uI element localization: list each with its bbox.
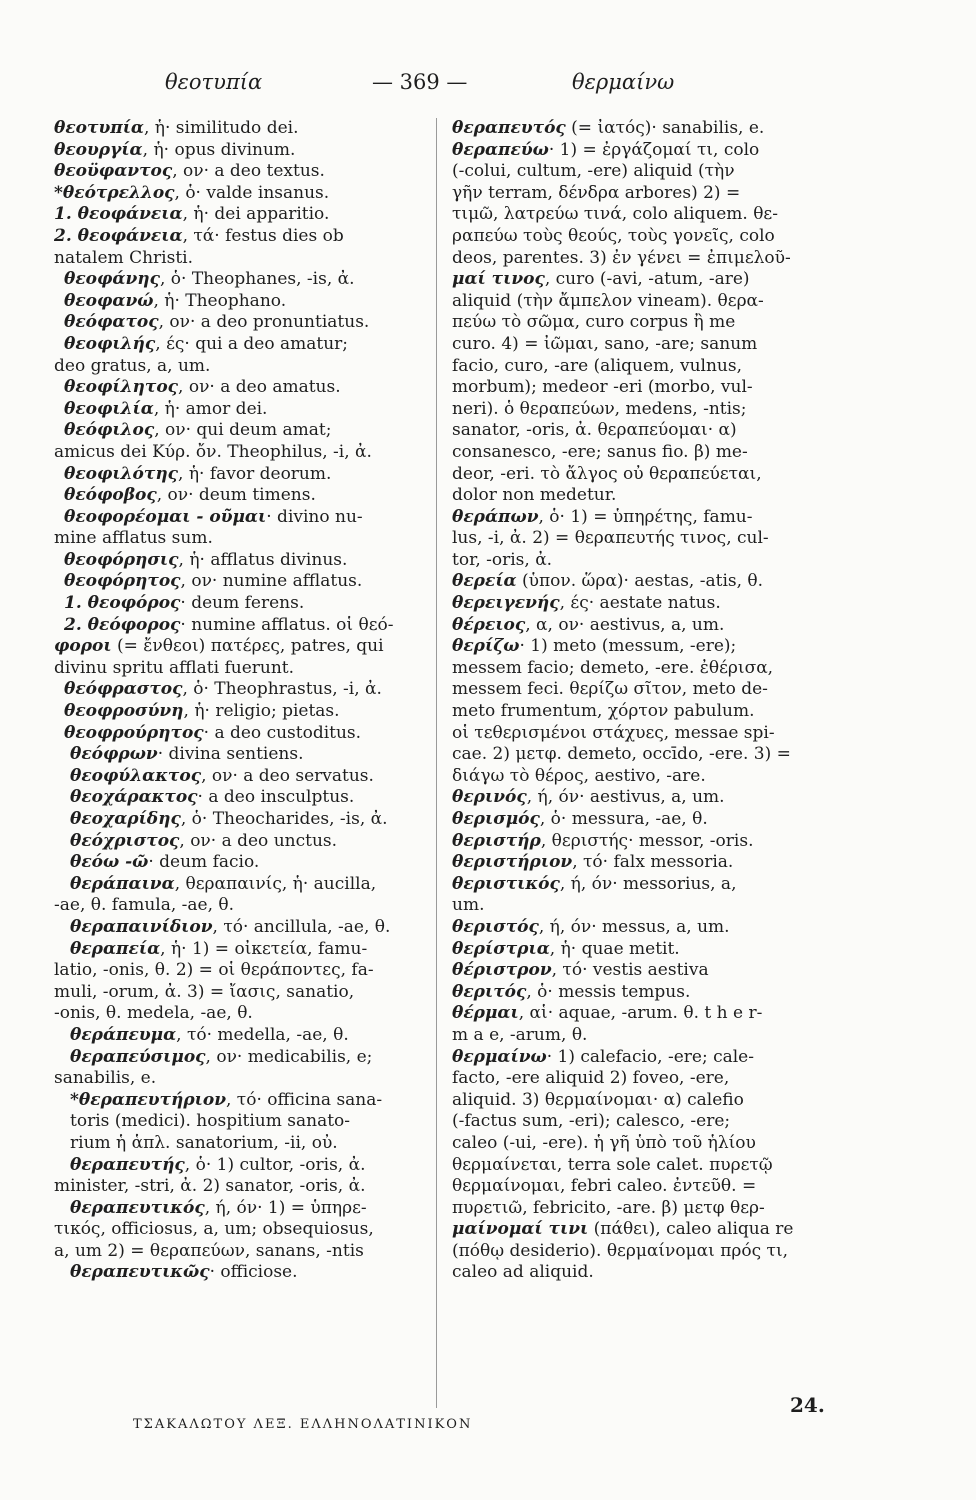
entry-line: θερμαίνω· 1) calefacio, -ere; cale- [452, 1046, 754, 1067]
entry-line: consanesco, -ere; sanus fio. β) me- [452, 441, 748, 462]
entry-line: γῆν terram, δένδρα arbores) 2) = [452, 182, 741, 203]
headword: θεοϋφαντος [54, 161, 173, 182]
entry-line: -ae, θ. famula, -ae, θ. [54, 895, 235, 916]
entry-line: divinu spritu afflati fuerunt. [54, 657, 295, 678]
entry-line: τικός, officiosus, a, um; obsequiosus, [54, 1219, 374, 1240]
sheet-number: 24. [790, 1393, 825, 1417]
entry-line: morbum); medeor -eri (morbo, vul- [452, 377, 753, 398]
headword: θερισμός [452, 809, 540, 829]
entry-line: deos, parentes. 3) ἐν γένει = ἐπιμελοῦ- [452, 247, 791, 268]
entry-line: θεουργία, ἡ· opus divinum. [54, 139, 296, 160]
headword: θέριστρον [452, 960, 552, 981]
headword: θεραπεύσιμος [70, 1046, 206, 1067]
entry-line: θερειγενής, ές· aestate natus. [452, 593, 721, 614]
entry-line: θεραπευτός (= ἰατός)· sanabilis, e. [452, 118, 765, 138]
entry-line: facto, -ere aliquid 2) foveo, -ere, [452, 1068, 730, 1089]
entry-line: θέρειος, α, ον· aestivus, a, um. [452, 614, 725, 635]
entry-line: θερεία (ὑπον. ὥρα)· aestas, -atis, θ. [452, 571, 764, 592]
entry-line: natalem Christi. [54, 247, 193, 268]
headword: θεριστικός [452, 873, 560, 894]
headword: θερινός [452, 787, 527, 808]
left-column [54, 118, 429, 1284]
entry-line: μαί τινος, curo (-avi, -atum, -are) [452, 269, 750, 290]
entry-line: θεοφανώ, ἡ· Theophano. [64, 290, 287, 311]
entry-line: θεοφόρητος, ον· numine afflatus. [64, 571, 363, 592]
headword: θεραπεία [70, 938, 161, 959]
entry-line: τιμῶ, λατρεύω τινά, colo aliquem. θε- [452, 204, 778, 225]
entry-line: θεράπαινα, θεραπαινίς, ἡ· aucilla, [70, 873, 377, 894]
headword: θεοφίλητος [64, 377, 179, 398]
entry-line: θεραπεύω· 1) = ἐργάζομαί τι, colo [452, 139, 760, 160]
entry-line: φοροι (= ἔνθεοι) πατέρες, patres, qui [54, 636, 384, 657]
entry-line: tor, -oris, ἀ. [452, 549, 553, 570]
entry-line: caleo (-ui, -ere). ἡ γῆ ὑπὸ τοῦ ἡλίου [452, 1132, 756, 1153]
headword: θεοφόρησις [64, 549, 179, 570]
entry-line: um. [452, 895, 485, 916]
headword: 1. θεοφάνεια [54, 204, 183, 225]
entry-line: θεοφόρησις, ἡ· afflatus divinus. [64, 549, 348, 570]
entry-line: θεριστός, ή, όν· messus, a, um. [452, 916, 730, 937]
entry-line: ραπεύω τοὺς θεούς, τοὺς γονεῖς, colo [452, 225, 775, 246]
entry-line: θεοχαρίδης, ὁ· Theocharides, -is, ἀ. [70, 809, 388, 829]
entry-line: θεοφρούρητος· a deo custoditus. [64, 722, 362, 743]
entry-line: θεραπαινίδιον, τό· ancillula, -ae, θ. [70, 916, 391, 937]
entry-line: (-colui, cultum, -ere) aliquid (τὴν [452, 161, 735, 182]
entry-line: θεριτός, ὁ· messis tempus. [452, 981, 691, 1002]
entry-line: 2. θεοφάνεια, τά· festus dies ob [54, 225, 344, 246]
entry-line: amicus dei Κύρ. ὄν. Theophilus, -i, ἀ. [54, 441, 372, 462]
entry-line: διάγω τὸ θέρος, aestivo, -are. [452, 765, 706, 786]
headword: 2. θεόφορος [64, 614, 181, 635]
headword: μαί τινος [452, 269, 545, 290]
headword: θέρειος [452, 614, 526, 635]
entry-line: θεράπων, ὁ· 1) = ὑπηρέτης, famu- [452, 506, 753, 527]
entry-line: θεραπεύσιμος, ον· medicabilis, e; [70, 1046, 373, 1067]
headword: 2. θεοφάνεια [54, 225, 183, 246]
entry-line: aliquid (τὴν ἄμπελον vineam). θερα- [452, 290, 764, 311]
entry-line: mine afflatus sum. [54, 528, 213, 549]
right-column [452, 118, 830, 1284]
entry-line: 1. θεοφόρος· deum ferens. [64, 593, 305, 614]
headword: θερμαίνω [452, 1046, 547, 1067]
entry-line: θεοφορέομαι - οῦμαι· divino nu- [64, 506, 363, 527]
headword: θεράπαινα [70, 873, 175, 894]
headword: θεραπευτής [70, 1154, 185, 1175]
entry-line: θεραπευτικός, ή, όν· 1) = ὑπηρε- [70, 1197, 367, 1218]
headword: φοροι [54, 636, 112, 657]
entry-line: θερίζω· 1) meto (messum, -ere); [452, 636, 737, 657]
entry-line: caleo ad aliquid. [452, 1262, 594, 1283]
entry-line: θερμαίνεται, terra sole calet. πυρετῷ [452, 1154, 773, 1175]
entry-line: θερινός, ή, όν· aestivus, a, um. [452, 787, 725, 808]
entry-line: curo. 4) = ἰῶμαι, sano, -are; sanum [452, 333, 758, 354]
entry-line: (πόθῳ desiderio). θερμαίνομαι πρός τι, [452, 1240, 789, 1261]
headword: μαίνομαί τινι [452, 1219, 589, 1240]
entry-line: μαίνομαί τινι (πάθει), caleo aliqua re [452, 1219, 794, 1240]
entry-line: θεόχριστος, ον· a deo unctus. [70, 830, 338, 851]
entry-line: θερισμός, ὁ· messura, -ae, θ. [452, 809, 708, 829]
headword: θεόω -ῶ [70, 852, 149, 873]
headword: θεραπεύω [452, 139, 549, 160]
headword: *θεότρελλος [54, 182, 175, 203]
page-header [0, 70, 976, 104]
entry-line: θεριστικός, ή, όν· messorius, a, [452, 873, 737, 894]
entry-line: facio, curo, -are (aliquem, vulnus, [452, 355, 743, 376]
entry-line: θεόφοβος, ον· deum timens. [64, 485, 316, 506]
entry-line: *θεότρελλος, ὁ· valde insanus. [54, 182, 330, 203]
header-left-guide-word: θεοτυπία [165, 70, 263, 94]
entry-line: θεοφιλία, ἡ· amor dei. [64, 398, 268, 419]
headword: θερίζω [452, 636, 520, 657]
headword: θεοφανώ [64, 290, 154, 311]
entry-line: (-factus sum, -eri); calesco, -ere; [452, 1111, 731, 1132]
entry-line: θεοχάρακτος· a deo insculptus. [70, 787, 355, 808]
entry-line: meto frumentum, χόρτον pabulum. [452, 701, 755, 722]
headword: θεοφύλακτος [70, 765, 202, 786]
entry-line: 1. θεοφάνεια, ἡ· dei apparitio. [54, 204, 330, 225]
headword: θεουργία [54, 139, 143, 160]
entry-line: θεοφίλητος, ον· a deo amatus. [64, 377, 341, 398]
headword: *θεραπευτήριον [70, 1089, 226, 1110]
entry-line: neri). ὁ θεραπεύων, medens, -ntis; [452, 398, 747, 419]
page-number: — 369 — [372, 70, 468, 94]
headword: θεοφόρητος [64, 571, 181, 592]
entry-line: θεοτυπία, ἡ· similitudo dei. [54, 118, 299, 138]
entry-line: θέρμαι, αἱ· aquae, -arum. θ. t h e r- [452, 1003, 763, 1024]
headword: θεόφοβος [64, 485, 157, 506]
entry-line: aliquid. 3) θερμαίνομαι· α) calefio [452, 1089, 744, 1110]
entry-line: messem feci. θερίζω σῖτον, meto de- [452, 679, 768, 700]
entry-line: θεόφρων· divina sentiens. [70, 744, 304, 765]
column-divider [436, 118, 437, 1408]
headword: θεριστός [452, 916, 539, 937]
headword: θερίστρια [452, 938, 550, 959]
headword: θεραπευτικῶς [70, 1262, 210, 1283]
headword: θεοφιλότης [64, 463, 179, 484]
entry-line: θεοϋφαντος, ον· a deo textus. [54, 161, 325, 182]
headword: θεοφιλής [64, 333, 156, 354]
entry-line: θεοφύλακτος, ον· a deo servatus. [70, 765, 374, 786]
headword: θεοφροσύνη [64, 701, 184, 722]
entry-line: latio, -onis, θ. 2) = οἱ θεράποντες, fa- [54, 960, 374, 981]
headword: θεοτυπία [54, 118, 144, 138]
headword: θεοχάρακτος [70, 787, 198, 808]
header-right-guide-word: θερμαίνω [572, 70, 675, 94]
headword: θεόχριστος [70, 830, 180, 851]
headword: θεοφάνης [64, 269, 160, 290]
headword: θεοφιλία [64, 398, 154, 419]
headword: θεράπων [452, 506, 539, 527]
entry-line: θεραπευτής, ὁ· 1) cultor, -oris, ἀ. [70, 1154, 366, 1175]
entry-line: toris (medici). hospitium sanato- [70, 1111, 351, 1132]
entry-line: θεοφιλής, ές· qui a deo amatur; [64, 333, 349, 354]
entry-line: muli, -orum, ἀ. 3) = ἴασις, sanatio, [54, 981, 355, 1002]
entry-line: deo gratus, a, um. [54, 355, 211, 376]
entry-line: cae. 2) μετφ. demeto, occīdo, -ere. 3) = [452, 744, 791, 765]
headword: θερεία [452, 571, 517, 592]
entry-line: πεύω τὸ σῶμα, curo corpus ἢ me [452, 312, 736, 333]
headword: θεραπευτός [452, 118, 566, 138]
entry-line: m a e, -arum, θ. [452, 1024, 588, 1045]
headword: θεριστήρ [452, 830, 541, 851]
entry-line: θερμαίνομαι, febri caleo. ἐντεῦθ. = [452, 1176, 757, 1197]
entry-line: θεοφροσύνη, ἡ· religio; pietas. [64, 701, 340, 722]
entry-line: θερίστρια, ἡ· quae metit. [452, 938, 680, 959]
entry-line: -onis, θ. medela, -ae, θ. [54, 1003, 253, 1024]
entry-line: θεριστήριον, τό· falx messoria. [452, 852, 734, 873]
entry-line: a, um 2) = θεραπεύων, sanans, -ntis [54, 1240, 364, 1261]
entry-line: minister, -stri, ἀ. 2) sanator, -oris, ἀ. [54, 1176, 366, 1197]
entry-line: θεόφιλος, ον· qui deum amat; [64, 420, 332, 441]
entry-line: deor, -eri. τὸ ἄλγος οὐ θεραπεύεται, [452, 463, 762, 484]
entry-line: sanator, -oris, ἀ. θεραπεύομαι· α) [452, 420, 737, 441]
entry-line: θεοφιλότης, ἡ· favor deorum. [64, 463, 332, 484]
headword: θεριτός [452, 981, 527, 1002]
printer-signature: ΤΣΑΚΑΛΩΤΟΥ ΛΕΞ. ΕΛΛΗΝΟΛΑΤΙΝΙΚΟΝ [133, 1417, 473, 1432]
headword: θεοχαρίδης [70, 809, 181, 829]
headword: θεόφραστος [64, 679, 183, 700]
headword: θεραπαινίδιον [70, 916, 213, 937]
entry-line: rium ἡ ἁπλ. sanatorium, -ii, οὐ. [70, 1132, 338, 1153]
entry-line: sanabilis, e. [54, 1068, 157, 1089]
entry-line: θεραπευτικῶς· officiose. [70, 1262, 298, 1283]
headword: θεόφατος [64, 312, 159, 333]
entry-line: θεόω -ῶ· deum facio. [70, 852, 260, 873]
entry-line: θεόφραστος, ὁ· Theophrastus, -i, ἀ. [64, 679, 382, 700]
entry-line: θεόφατος, ον· a deo pronuntiatus. [64, 312, 370, 333]
entry-line: θεραπεία, ἡ· 1) = οἰκετεία, famu- [70, 938, 368, 959]
entry-line: *θεραπευτήριον, τό· officina sana- [70, 1089, 383, 1110]
entry-line: θεράπευμα, τό· medella, -ae, θ. [70, 1024, 349, 1045]
headword: θεραπευτικός [70, 1197, 205, 1218]
headword: θεράπευμα [70, 1024, 177, 1045]
headword: 1. θεοφόρος [64, 593, 181, 614]
headword: θεοφρούρητος [64, 722, 204, 743]
headword: θέρμαι [452, 1003, 519, 1024]
entry-line: πυρετιῶ, febricito, -are. β) μετφ θερ- [452, 1197, 765, 1218]
entry-line: θεριστήρ, θεριστής· messor, -oris. [452, 830, 754, 851]
entry-line: messem facio; demeto, -ere. ἐθέρισα, [452, 657, 774, 678]
entry-line: 2. θεόφορος· numine afflatus. οἱ θεό- [64, 614, 394, 635]
headword: θεόφιλος [64, 420, 155, 441]
headword: θερειγενής [452, 593, 560, 614]
entry-line: θέριστρον, τό· vestis aestiva [452, 960, 709, 981]
entry-line: οἱ τεθερισμένοι στάχυες, messae spi- [452, 722, 775, 743]
entry-line: lus, -i, ἀ. 2) = θεραπευτής τινος, cul- [452, 528, 769, 549]
headword: θεριστήριον [452, 852, 573, 873]
headword: θεοφορέομαι - οῦμαι [64, 506, 267, 527]
entry-line: θεοφάνης, ὁ· Theophanes, -is, ἀ. [64, 269, 355, 290]
entry-line: dolor non medetur. [452, 485, 617, 506]
headword: θεόφρων [70, 744, 158, 765]
